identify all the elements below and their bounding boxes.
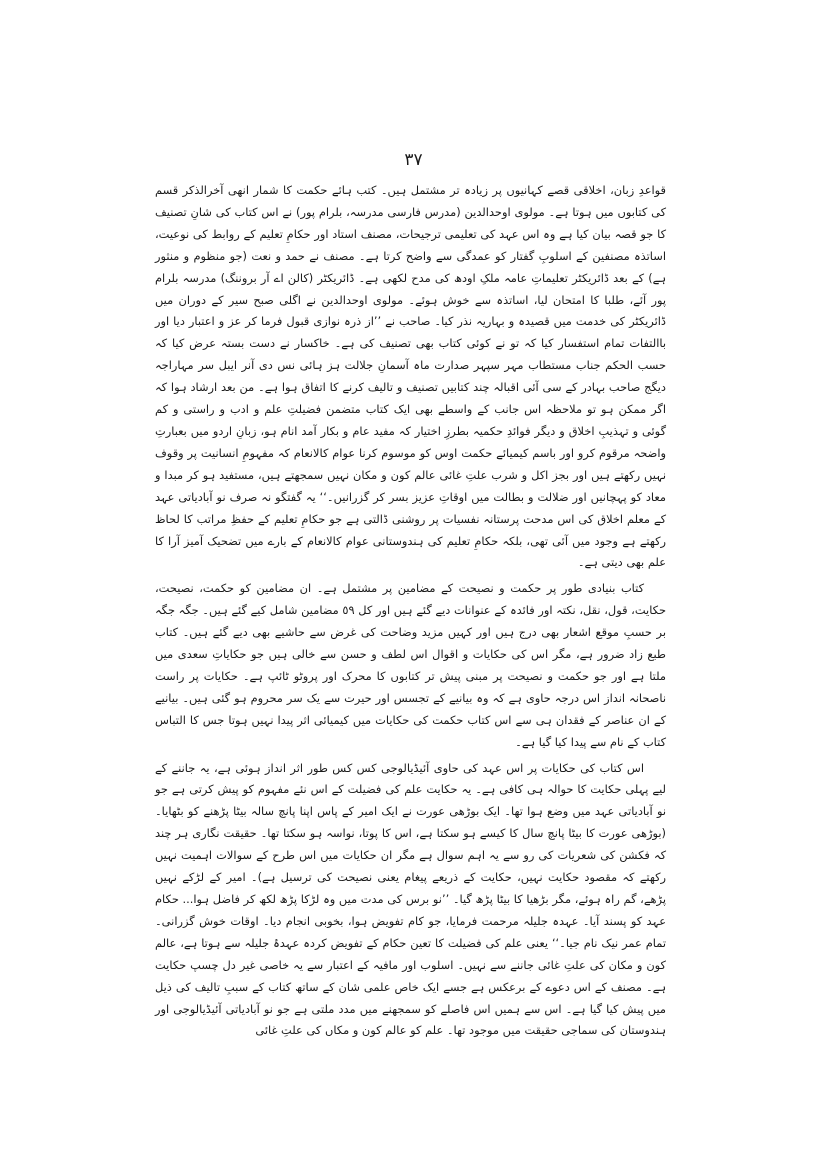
page-number: ٣٧ xyxy=(404,150,423,170)
paragraph-2: کتاب بنیادی طور پر حکمت و نصیحت کے مضامین پر مشتمل ہے۔ ان مضامین کو حکمت، نصیحت، حکایت، قول، نقل، نکتہ اور فائدہ کے عنوانات دیے گئے ہیں اور کل ٥٩ مضامین شامل کیے گئے ہیں۔ جگہ جگہ بر حسبِ موقع اشعار بھی درج ہیں اور کہیں مزید وضاحت کی غرض سے حاشیے بھی دیے گئے ہیں۔ کتاب طبع زاد ضرور ہے، مگر اس کی حکایات و اقوال اس لطف و حسن سے خالی ہیں جو حکایاتِ سعدی میں ملتا ہے اور جو حکمت و نصیحت پر مبنی پیش تر کتابوں کا محرک اور پروٹو ٹائپ ہے۔ حکایات پر راست ناصحانہ انداز اس درجہ حاوی ہے کہ وہ بیانیے کے تجسس اور حیرت سے یک سر محروم ہو گئی ہیں۔ بیانیے کے ان عناصر کے فقدان ہی سے اس کتاب حکمت کی حکایات میں کیمیائی اثر پیدا نہیں ہوتا جس کا التباس کتاب کے نام سے پیدا کیا گیا ہے۔ xyxy=(155,581,666,749)
body-text xyxy=(155,180,666,1042)
paragraph-3: اس کتاب کی حکایات پر اس عہد کی حاوی آئیڈیالوجی کس کس طور اثر انداز ہوئی ہے، یہ جاننے کے لیے پہلی حکایت کا حوالہ ہی کافی ہے۔ یہ حکایت علم کی فضیلت کے اس نئے مفہوم کو پیش کرتی ہے جو نو آبادیاتی عہد میں وضع ہوا تھا۔ ایک بوڑھی عورت نے ایک امیر کے پاس اپنا پانچ سالہ بیٹا پڑھنے کو بٹھایا۔ (بوڑھی عورت کا بیٹا پانچ سال کا کیسے ہو سکتا ہے، اس کا پوتا، نواسہ ہو سکتا تھا۔ حقیقت نگاری ہر چند کہ فکشن کی شعریات کی رو سے یہ اہم سوال ہے مگر ان حکایات میں اس طرح کے سوالات اہمیت نہیں رکھتے کہ مقصود حکایت نہیں، حکایت کے ذریعے پیغام یعنی نصیحت کی ترسیل ہے)۔ امیر کے لڑکے نہیں پڑھے، گم راہ ہوئے، مگر بڑھیا کا بیٹا پڑھ گیا۔ ’’نو برس کی مدت میں وہ لڑکا پڑھ لکھ کر فاضل ہوا... حکام عہد کو پسند آیا۔ عہدہ جلیلہ مرحمت فرمایا، جو کام تفویض ہوا، بخوبی انجام دیا۔ اوقات خوش گزرانی۔ تمام عمر نیک نام جیا۔‘‘ یعنی علم کی فضیلت کا تعین حکام کے تفویض کردہ عہدۂ جلیلہ سے ہوتا ہے، عالم کون و مکان کی علتِ غائی جاننے سے نہیں۔ اسلوب اور مافیہ کے اعتبار سے یہ خاصی غیر دل چسپ حکایت ہے۔ مصنف کے اس دعوے کے برعکس ہے جسے ایک خاص علمی شان کے ساتھ کتاب کے سببِ تالیف کی ذیل میں پیش کیا گیا ہے۔ اس سے ہمیں اس فاصلے کو سمجھنے میں مدد ملتی ہے جو نو آبادیاتی آئیڈیالوجی اور ہندوستان کی سماجی حقیقت میں موجود تھا۔ علم کو عالم کون و مکاں کی علتِ غائی xyxy=(155,760,666,1038)
paragraph-1: قواعدِ زبان، اخلاقی قصے کہانیوں پر زیادہ تر مشتمل ہیں۔ کتب ہائے حکمت کا شمار انھی آخرالذکر قسم کی کتابوں میں ہوتا ہے۔ مولوی اوحدالدین (مدرس فارسی مدرسہ، بلرام پور) نے اس کتاب کی شانِ تصنیف کا جو قصہ بیان کیا ہے وہ اس عہد کی تعلیمی ترجیحات، مصنف استاد اور حکامِ تعلیم کے روابط کی نوعیت، اساتذہ مصنفین کے اسلوبِ گفتار کو عمدگی سے واضح کرتا ہے۔ مصنف نے حمد و نعت (جو منظوم و منثور ہے) کے بعد ڈائریکٹر تعلیماتِ عامہ ملکِ اودھ کی مدح لکھی ہے۔ ڈائریکٹر (کالن اے آر بروننگ) مدرسہ بلرام پور آئے، طلبا کا امتحان لیا، اساتذہ سے خوش ہوئے۔ مولوی اوحدالدین نے اگلی صبح سیر کے دوران میں ڈائریکٹر کی خدمت میں قصیدہ و بہاریہ نذر کیا۔ صاحب نے ’’از ذرہ نوازی قبول فرما کر عز و اعتبار دیا اور باالتفات تمام استفسار کیا کہ تو نے کوئی کتاب بھی تصنیف کی ہے۔ خاکسار نے دست بستہ عرض کیا کہ حسب الحکم جناب مستطاب مہر سپہر صدارت ماہ آسمانِ جلالت ہز ہائی نس دی آنر ایبل سر مہاراجہ دیگج صاحب بہادر کے سی آئی اقبالہ چند کتابیں تصنیف و تالیف کرنے کا اتفاق ہوا ہے۔ من بعد ارشاد ہوا کہ اگر ممکن ہو تو ملاحظہ اس جانب کے واسطے بھی ایک کتاب متضمن فضیلتِ علم و ادب و راستی و کم گوئی و تہذیبِ اخلاق و دیگر فوائدِ حکمیہ بطرزِ اختیار کہ مفید عام و بکار آمد انام ہو، زبانِ اردو میں بعبارتِ واضحہ مرقوم کرو اور باسم کیمیائے حکمت اوس کو موسوم کرنا عوام کالانعام کہ مفہومِ انسانیت پر وقوف نہیں رکھتے ہیں اور بجز اکل و شرب علتِ غائی عالم کون و مکان نہیں سمجھتے ہیں، مستفید ہو کر مبدا و معاد کو پہچانیں اور ضلالت و بطالت میں اوقاتِ عزیز بسر کر گزرانیں۔‘‘ یہ گفتگو نہ صرف نو آبادیاتی عہد کے معلم اخلاق کی اس مدحت پرستانہ نفسیات پر روشنی ڈالتی ہے جو حکامِ تعلیم کے حفظِ مراتب کا لحاظ رکھتے ہے وجود میں آئی تھی، بلکہ حکامِ تعلیم کی ہندوستانی عوام کالانعام کے بارے میں تضحیک آمیز آرا کا علم بھی دیتی ہے۔ xyxy=(155,183,666,570)
